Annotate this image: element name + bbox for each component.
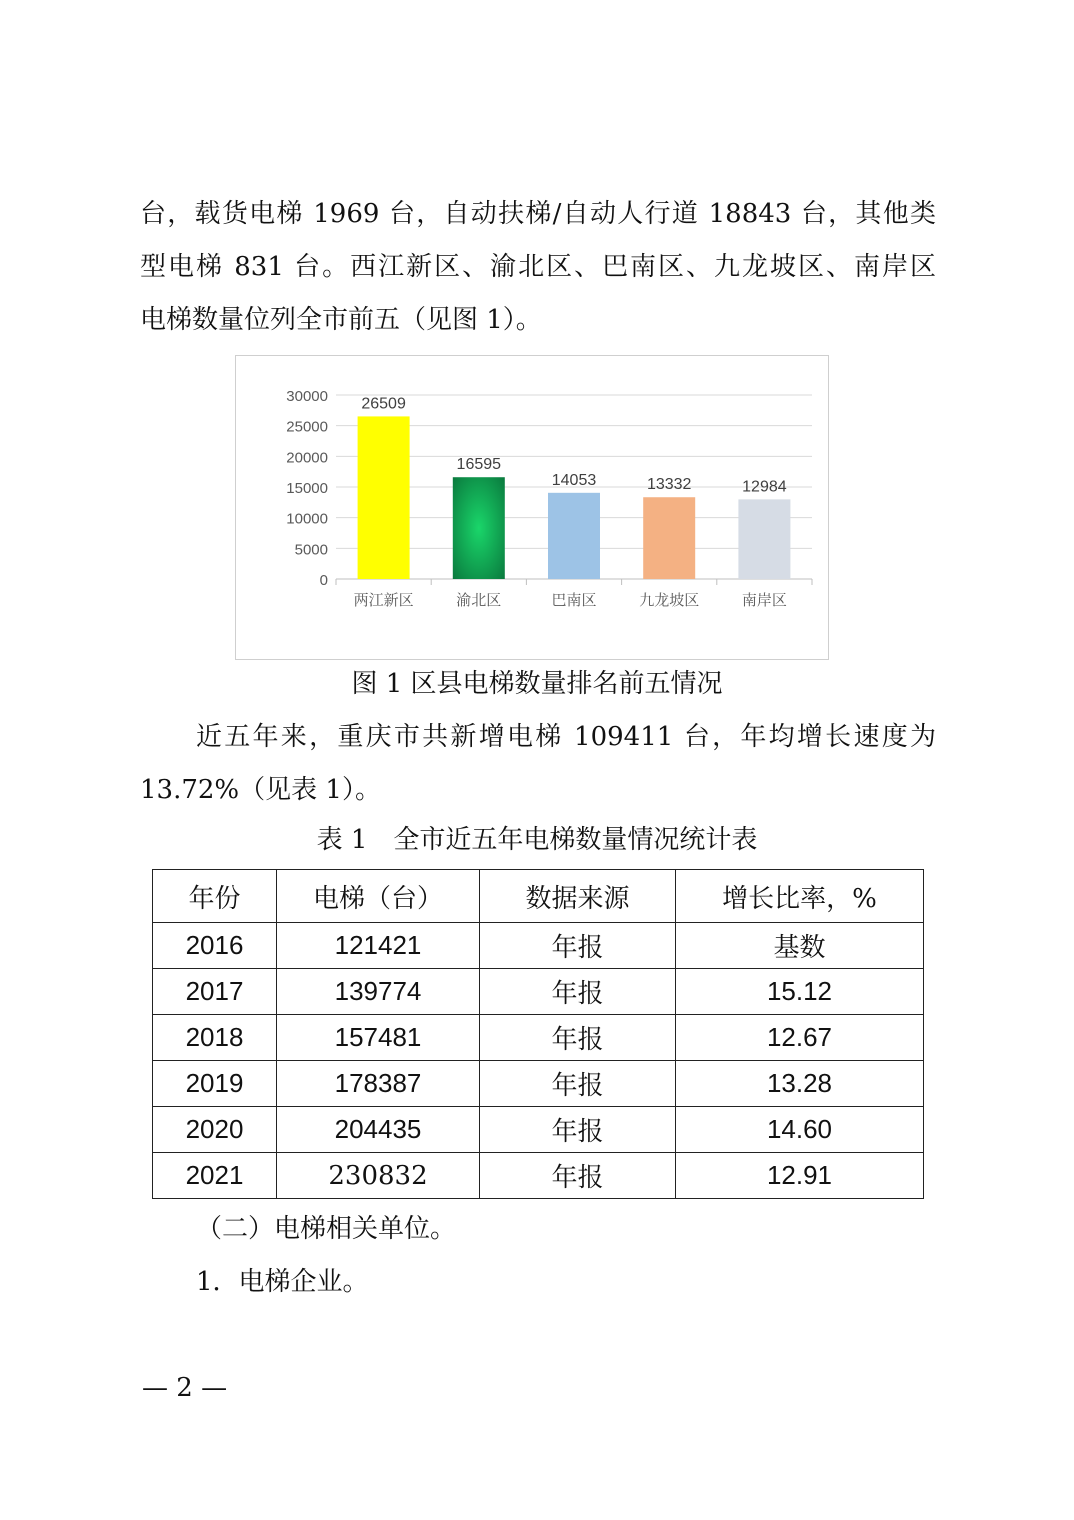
x-tick-label: 巴南区 [551, 591, 597, 609]
section-heading: （二）电梯相关单位。 [196, 1214, 457, 1244]
elevator-stats-table [152, 869, 924, 1199]
cell-growth-rate: 15.12 [676, 969, 924, 1015]
header-source: 数据来源 [480, 870, 676, 923]
bar [453, 477, 505, 579]
cell-source: 年报 [480, 923, 676, 969]
y-tick-label: 0 [319, 572, 328, 589]
data-label: 12984 [742, 478, 787, 496]
table-row [153, 969, 924, 1015]
table-row [153, 923, 924, 969]
data-label: 13332 [646, 476, 692, 494]
paragraph-1-line-2: 型电梯 831 台。西江新区、渝北区、巴南区、九龙坡区、南岸区 [140, 252, 936, 282]
table-row [153, 1061, 924, 1107]
data-label: 26509 [361, 395, 406, 413]
y-tick-label: 30000 [286, 388, 328, 405]
cell-year: 2021 [153, 1153, 277, 1199]
cell-elevators: 178387 [277, 1061, 480, 1107]
cell-elevators: 230832 [277, 1153, 480, 1199]
chart-svg [236, 356, 828, 659]
y-tick-label: 5000 [294, 541, 328, 559]
y-tick-label: 15000 [286, 480, 328, 497]
y-tick-label: 10000 [286, 510, 328, 528]
header-elevators: 电梯（台） [277, 870, 480, 923]
cell-growth-rate: 基数 [676, 923, 924, 969]
header-growth-rate: 增长比率，% [676, 870, 924, 923]
district-elevator-chart [235, 355, 829, 660]
cell-year: 2017 [153, 969, 277, 1015]
header-year: 年份 [153, 870, 277, 923]
cell-year: 2018 [153, 1015, 277, 1061]
cell-elevators: 157481 [277, 1015, 480, 1061]
cell-year: 2016 [153, 923, 277, 969]
cell-year: 2019 [153, 1061, 277, 1107]
x-tick-label: 渝北区 [456, 591, 502, 609]
cell-source: 年报 [480, 1153, 676, 1199]
paragraph-2-line-2: 13.72%（见表 1）。 [140, 775, 381, 805]
x-tick-label: 南岸区 [741, 591, 787, 609]
subsection-heading: 1．电梯企业。 [196, 1267, 369, 1297]
cell-growth-rate: 14.60 [676, 1107, 924, 1153]
cell-source: 年报 [480, 1015, 676, 1061]
table-row [153, 1107, 924, 1153]
cell-growth-rate: 12.91 [676, 1153, 924, 1199]
x-tick-label: 九龙坡区 [639, 591, 700, 609]
page-number: — 2 — [142, 1373, 228, 1403]
data-label: 16595 [456, 456, 502, 474]
bar [358, 416, 410, 579]
bar [643, 497, 695, 579]
bar [548, 493, 600, 579]
x-tick-label: 两江新区 [353, 591, 414, 609]
table-caption: 表 1 全市近五年电梯数量情况统计表 [316, 825, 758, 855]
cell-elevators: 121421 [277, 923, 480, 969]
paragraph-2-line-1: 近五年来，重庆市共新增电梯 109411 台，年均增长速度为 [196, 722, 936, 752]
y-tick-label: 20000 [286, 449, 328, 467]
cell-growth-rate: 13.28 [676, 1061, 924, 1107]
cell-elevators: 139774 [277, 969, 480, 1015]
data-label: 14053 [551, 471, 597, 489]
figure-caption: 图 1 区县电梯数量排名前五情况 [351, 669, 723, 699]
bar [738, 499, 790, 579]
table-header-row [153, 870, 924, 923]
table-row [153, 1015, 924, 1061]
cell-source: 年报 [480, 969, 676, 1015]
paragraph-1-line-1: 台，载货电梯 1969 台，自动扶梯/自动人行道 18843 台，其他类 [140, 199, 936, 229]
cell-year: 2020 [153, 1107, 277, 1153]
paragraph-1-line-3: 电梯数量位列全市前五（见图 1）。 [140, 305, 542, 335]
y-tick-label: 25000 [286, 418, 328, 436]
cell-source: 年报 [480, 1061, 676, 1107]
table-row [153, 1153, 924, 1199]
cell-growth-rate: 12.67 [676, 1015, 924, 1061]
cell-elevators: 204435 [277, 1107, 480, 1153]
cell-source: 年报 [480, 1107, 676, 1153]
